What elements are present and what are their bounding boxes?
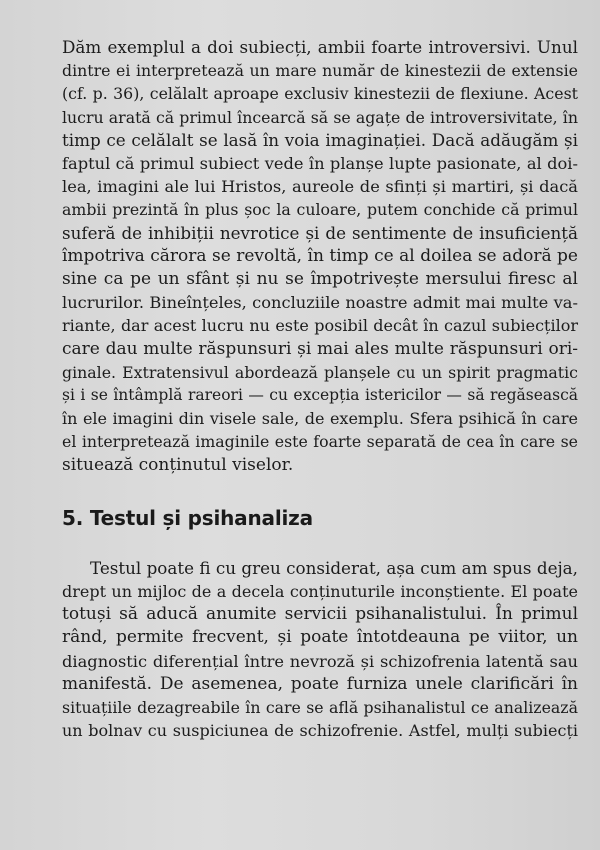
text-line: diagnostic diferențial între nevroză și schizofrenia latentă sau bbox=[62, 651, 578, 671]
text-line: situațiile dezagreabile în care se află psihanalistul ce analizează bbox=[62, 698, 578, 718]
text-line: manifestă. De asemenea, poate furniza unele clarificări în bbox=[62, 673, 578, 694]
text-line: împotriva cărora se revoltă, în timp ce al doilea se adoră pe bbox=[62, 245, 578, 266]
text-line: ginale. Extratensivul abordează planșele cu un spirit pragmatic bbox=[62, 362, 578, 382]
text-line: rând, permite frecvent, și poate întotdeauna pe viitor, un bbox=[62, 627, 578, 648]
text-line: el interpretează imaginile este foarte separată de cea în care se bbox=[62, 432, 578, 452]
paragraph-test-psychoanalysis bbox=[62, 557, 578, 743]
text-line: Dăm exemplul a doi subiecți, ambii foarte introversivi. Unul bbox=[62, 37, 578, 57]
text-line: totuși să aducă anumite servicii psihanalistului. În primul bbox=[62, 604, 578, 625]
section-heading: 5. Testul și psihanaliza bbox=[62, 505, 313, 530]
text-line: în ele imagini din visele sale, de exemplu. Sfera psihică în care bbox=[62, 409, 578, 429]
text-line: care dau multe răspunsuri și mai ales multe răspunsuri ori- bbox=[62, 338, 578, 359]
text-line: timp ce celălalt se lasă în voia imaginației. Dacă adăugăm și bbox=[62, 129, 578, 150]
text-line: lucrurilor. Bineînțeles, concluziile noastre admit mai multe va- bbox=[62, 293, 578, 313]
text-line: Testul poate fi cu greu considerat, așa cum am spus deja, bbox=[90, 557, 578, 578]
text-line: drept un mijloc de a decela conținuturile inconștiente. El poate bbox=[62, 582, 578, 602]
text-line: sine ca pe un sfânt și nu se împotrivește mersului firesc al bbox=[62, 269, 578, 290]
text-line: lea, imagini ale lui Hristos, aureole de sfinți și martiri, și dacă bbox=[62, 177, 578, 197]
paragraph-introversion-example bbox=[62, 36, 578, 477]
text-line: riante, dar acest lucru nu este posibil decât în cazul subiecților bbox=[62, 316, 578, 336]
text-line: (cf. p. 36), celălalt aproape exclusiv kinestezii de flexiune. Acest bbox=[62, 84, 578, 104]
text-line: situează conținutul viselor. bbox=[62, 454, 294, 475]
text-line: și i se întâmplă rareori — cu excepția istericilor — să regăsească bbox=[62, 386, 578, 405]
text-line: dintre ei interpretează un mare număr de kinestezii de extensie bbox=[62, 61, 578, 81]
text-line: faptul că primul subiect vede în planșe lupte pasionate, al doi- bbox=[62, 154, 578, 174]
text-line: lucru arată că primul încearcă să se agațe de introversivitate, în bbox=[62, 107, 578, 127]
text-line: ambii prezintă în plus șoc la culoare, putem conchide că primul bbox=[62, 200, 578, 220]
text-line: un bolnav cu suspiciunea de schizofrenie. Astfel, mulți subiecți bbox=[62, 721, 578, 741]
text-line: suferă de inhibiții nevrotice și de sentimente de insuficiență bbox=[62, 222, 578, 243]
